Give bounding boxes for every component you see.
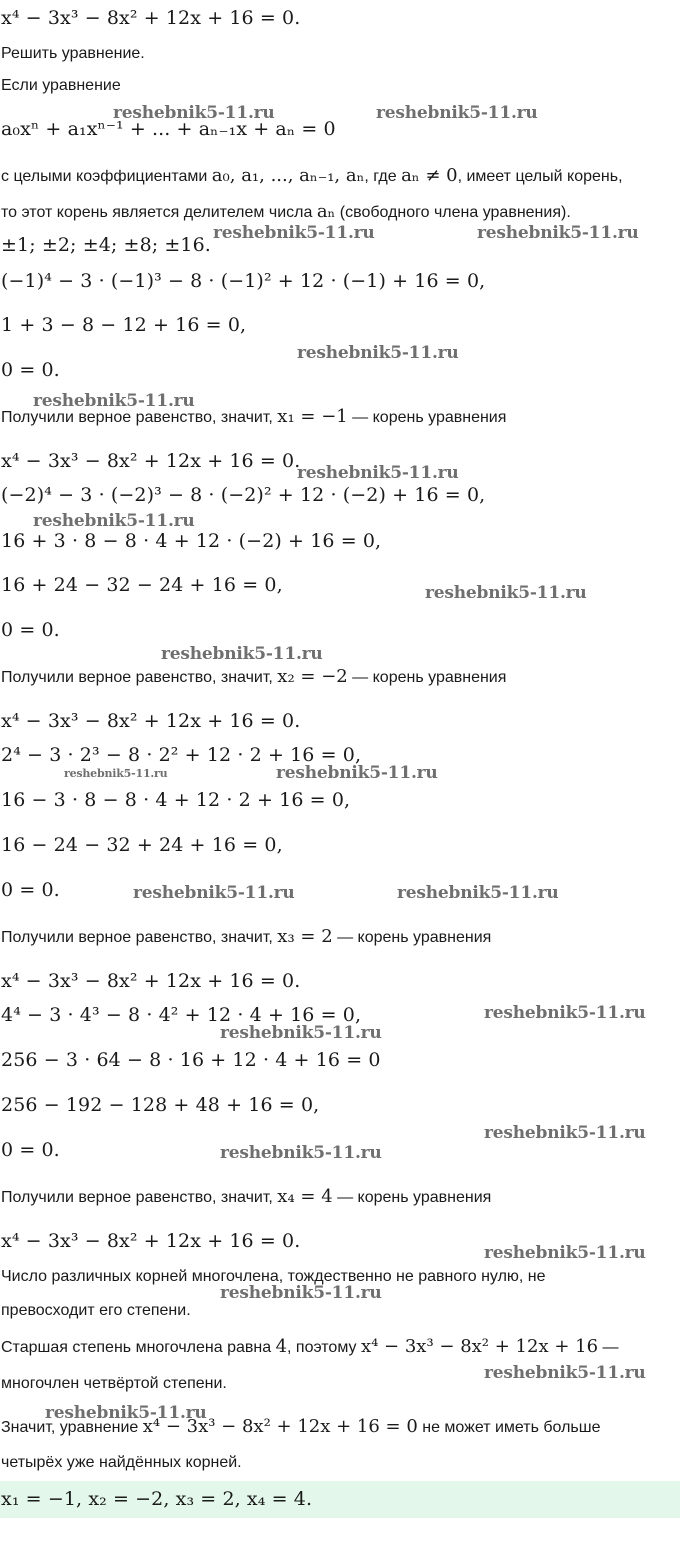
watermark: reshebnik5-11.ru — [220, 1143, 382, 1163]
degree-theorem-line-1: Число различных корней многочлена, тождественно не равного нулю, не — [1, 1268, 546, 1285]
equation-line: x⁴ − 3x³ − 8x² + 12x + 16 = 0. — [1, 1230, 301, 1252]
check-minus-1-simplified: 1 + 3 − 8 − 12 + 16 = 0, — [1, 314, 247, 336]
watermark: reshebnik5-11.ru — [276, 763, 438, 783]
check-4-substitution: 4⁴ − 3 · 4³ − 8 · 4² + 12 · 4 + 16 = 0, — [1, 1004, 362, 1026]
task-statement: Решить уравнение. — [1, 45, 145, 62]
watermark: reshebnik5-11.ru — [161, 644, 323, 664]
watermark: reshebnik5-11.ru — [220, 1023, 382, 1043]
root-1-conclusion: Получили верное равенство, значит, x₁ = −1 — корень уравнения — [1, 406, 507, 427]
equation-line: x⁴ − 3x³ − 8x² + 12x + 16 = 0. — [1, 450, 301, 472]
root-4-conclusion: Получили верное равенство, значит, x₄ = 4 — корень уравнения — [1, 1186, 492, 1207]
watermark: reshebnik5-11.ru — [33, 511, 195, 531]
watermark: reshebnik5-11.ru — [484, 1363, 646, 1383]
equation-line: x⁴ − 3x³ − 8x² + 12x + 16 = 0. — [1, 710, 301, 732]
watermark: reshebnik5-11.ru — [297, 463, 459, 483]
watermark: reshebnik5-11.ru — [484, 1123, 646, 1143]
watermark: reshebnik5-11.ru — [297, 343, 459, 363]
check-minus-2-simplified: 16 + 24 − 32 − 24 + 16 = 0, — [1, 574, 283, 596]
watermark: reshebnik5-11.ru — [133, 883, 295, 903]
watermark: reshebnik5-11.ru — [45, 1403, 207, 1423]
final-answer: x₁ = −1, x₂ = −2, x₃ = 2, x₄ = 4. — [1, 1488, 313, 1510]
check-4-simplified: 256 − 192 − 128 + 48 + 16 = 0, — [1, 1094, 320, 1116]
watermark: reshebnik5-11.ru — [113, 103, 275, 123]
watermark: reshebnik5-11.ru — [484, 1003, 646, 1023]
root-2-conclusion: Получили верное равенство, значит, x₂ = −2 — корень уравнения — [1, 666, 507, 687]
check-minus-1-result: 0 = 0. — [1, 359, 60, 381]
watermark: reshebnik5-11.ru — [33, 391, 195, 411]
check-minus-2-result: 0 = 0. — [1, 619, 60, 641]
watermark: reshebnik5-11.ru — [213, 223, 375, 243]
check-2-step: 16 − 3 · 8 − 8 · 4 + 12 · 2 + 16 = 0, — [1, 789, 351, 811]
watermark: reshebnik5-11.ru — [376, 103, 538, 123]
theorem-text-line-1: с целыми коэффициентами a₀, a₁, ..., aₙ₋₁, aₙ, где aₙ ≠ 0, имеет целый корень, — [1, 165, 623, 186]
watermark: reshebnik5-11.ru — [425, 583, 587, 603]
equation-line: x⁴ − 3x³ − 8x² + 12x + 16 = 0. — [1, 7, 301, 29]
watermark: reshebnik5-11.ru — [220, 1283, 382, 1303]
check-4-step: 256 − 3 · 64 − 8 · 16 + 12 · 4 + 16 = 0 — [1, 1049, 381, 1071]
general-polynomial-equation: a₀xⁿ + a₁xⁿ⁻¹ + ... + aₙ₋₁x + aₙ = 0 — [1, 118, 336, 140]
check-2-result: 0 = 0. — [1, 879, 60, 901]
check-minus-2-step: 16 + 3 · 8 − 8 · 4 + 12 · (−2) + 16 = 0, — [1, 530, 382, 552]
check-2-substitution: 2⁴ − 3 · 2³ − 8 · 2² + 12 · 2 + 16 = 0, — [1, 744, 362, 766]
watermark: reshebnik5-11.ru — [484, 1243, 646, 1263]
check-minus-2-substitution: (−2)⁴ − 3 · (−2)³ − 8 · (−2)² + 12 · (−2) + 16 = 0, — [1, 484, 486, 506]
degree-statement-end: многочлен четвёртой степени. — [1, 1375, 227, 1392]
watermark: reshebnik5-11.ru — [64, 767, 168, 780]
check-2-simplified: 16 − 24 − 32 + 24 + 16 = 0, — [1, 834, 283, 856]
watermark: reshebnik5-11.ru — [397, 883, 559, 903]
divisors-list: ±1; ±2; ±4; ±8; ±16. — [1, 234, 211, 256]
degree-theorem-line-2: превосходит его степени. — [1, 1302, 191, 1319]
watermark: reshebnik5-11.ru — [477, 223, 639, 243]
theorem-intro: Если уравнение — [1, 77, 121, 94]
degree-statement: Старшая степень многочлена равна 4, поэтому x⁴ − 3x³ − 8x² + 12x + 16 — — [1, 1336, 619, 1357]
equation-line: x⁴ − 3x³ − 8x² + 12x + 16 = 0. — [1, 970, 301, 992]
roots-count-conclusion: Значит, уравнение x⁴ − 3x³ − 8x² + 12x + 16 = 0 не может иметь больше — [1, 1416, 601, 1437]
root-3-conclusion: Получили верное равенство, значит, x₃ = 2 — корень уравнения — [1, 926, 492, 947]
roots-count-conclusion-end: четырёх уже найдённых корней. — [1, 1454, 242, 1471]
check-minus-1-substitution: (−1)⁴ − 3 · (−1)³ − 8 · (−1)² + 12 · (−1) + 16 = 0, — [1, 270, 486, 292]
check-4-result: 0 = 0. — [1, 1139, 60, 1161]
theorem-text-line-2: то этот корень является делителем числа aₙ (свободного члена уравнения). — [1, 201, 571, 222]
